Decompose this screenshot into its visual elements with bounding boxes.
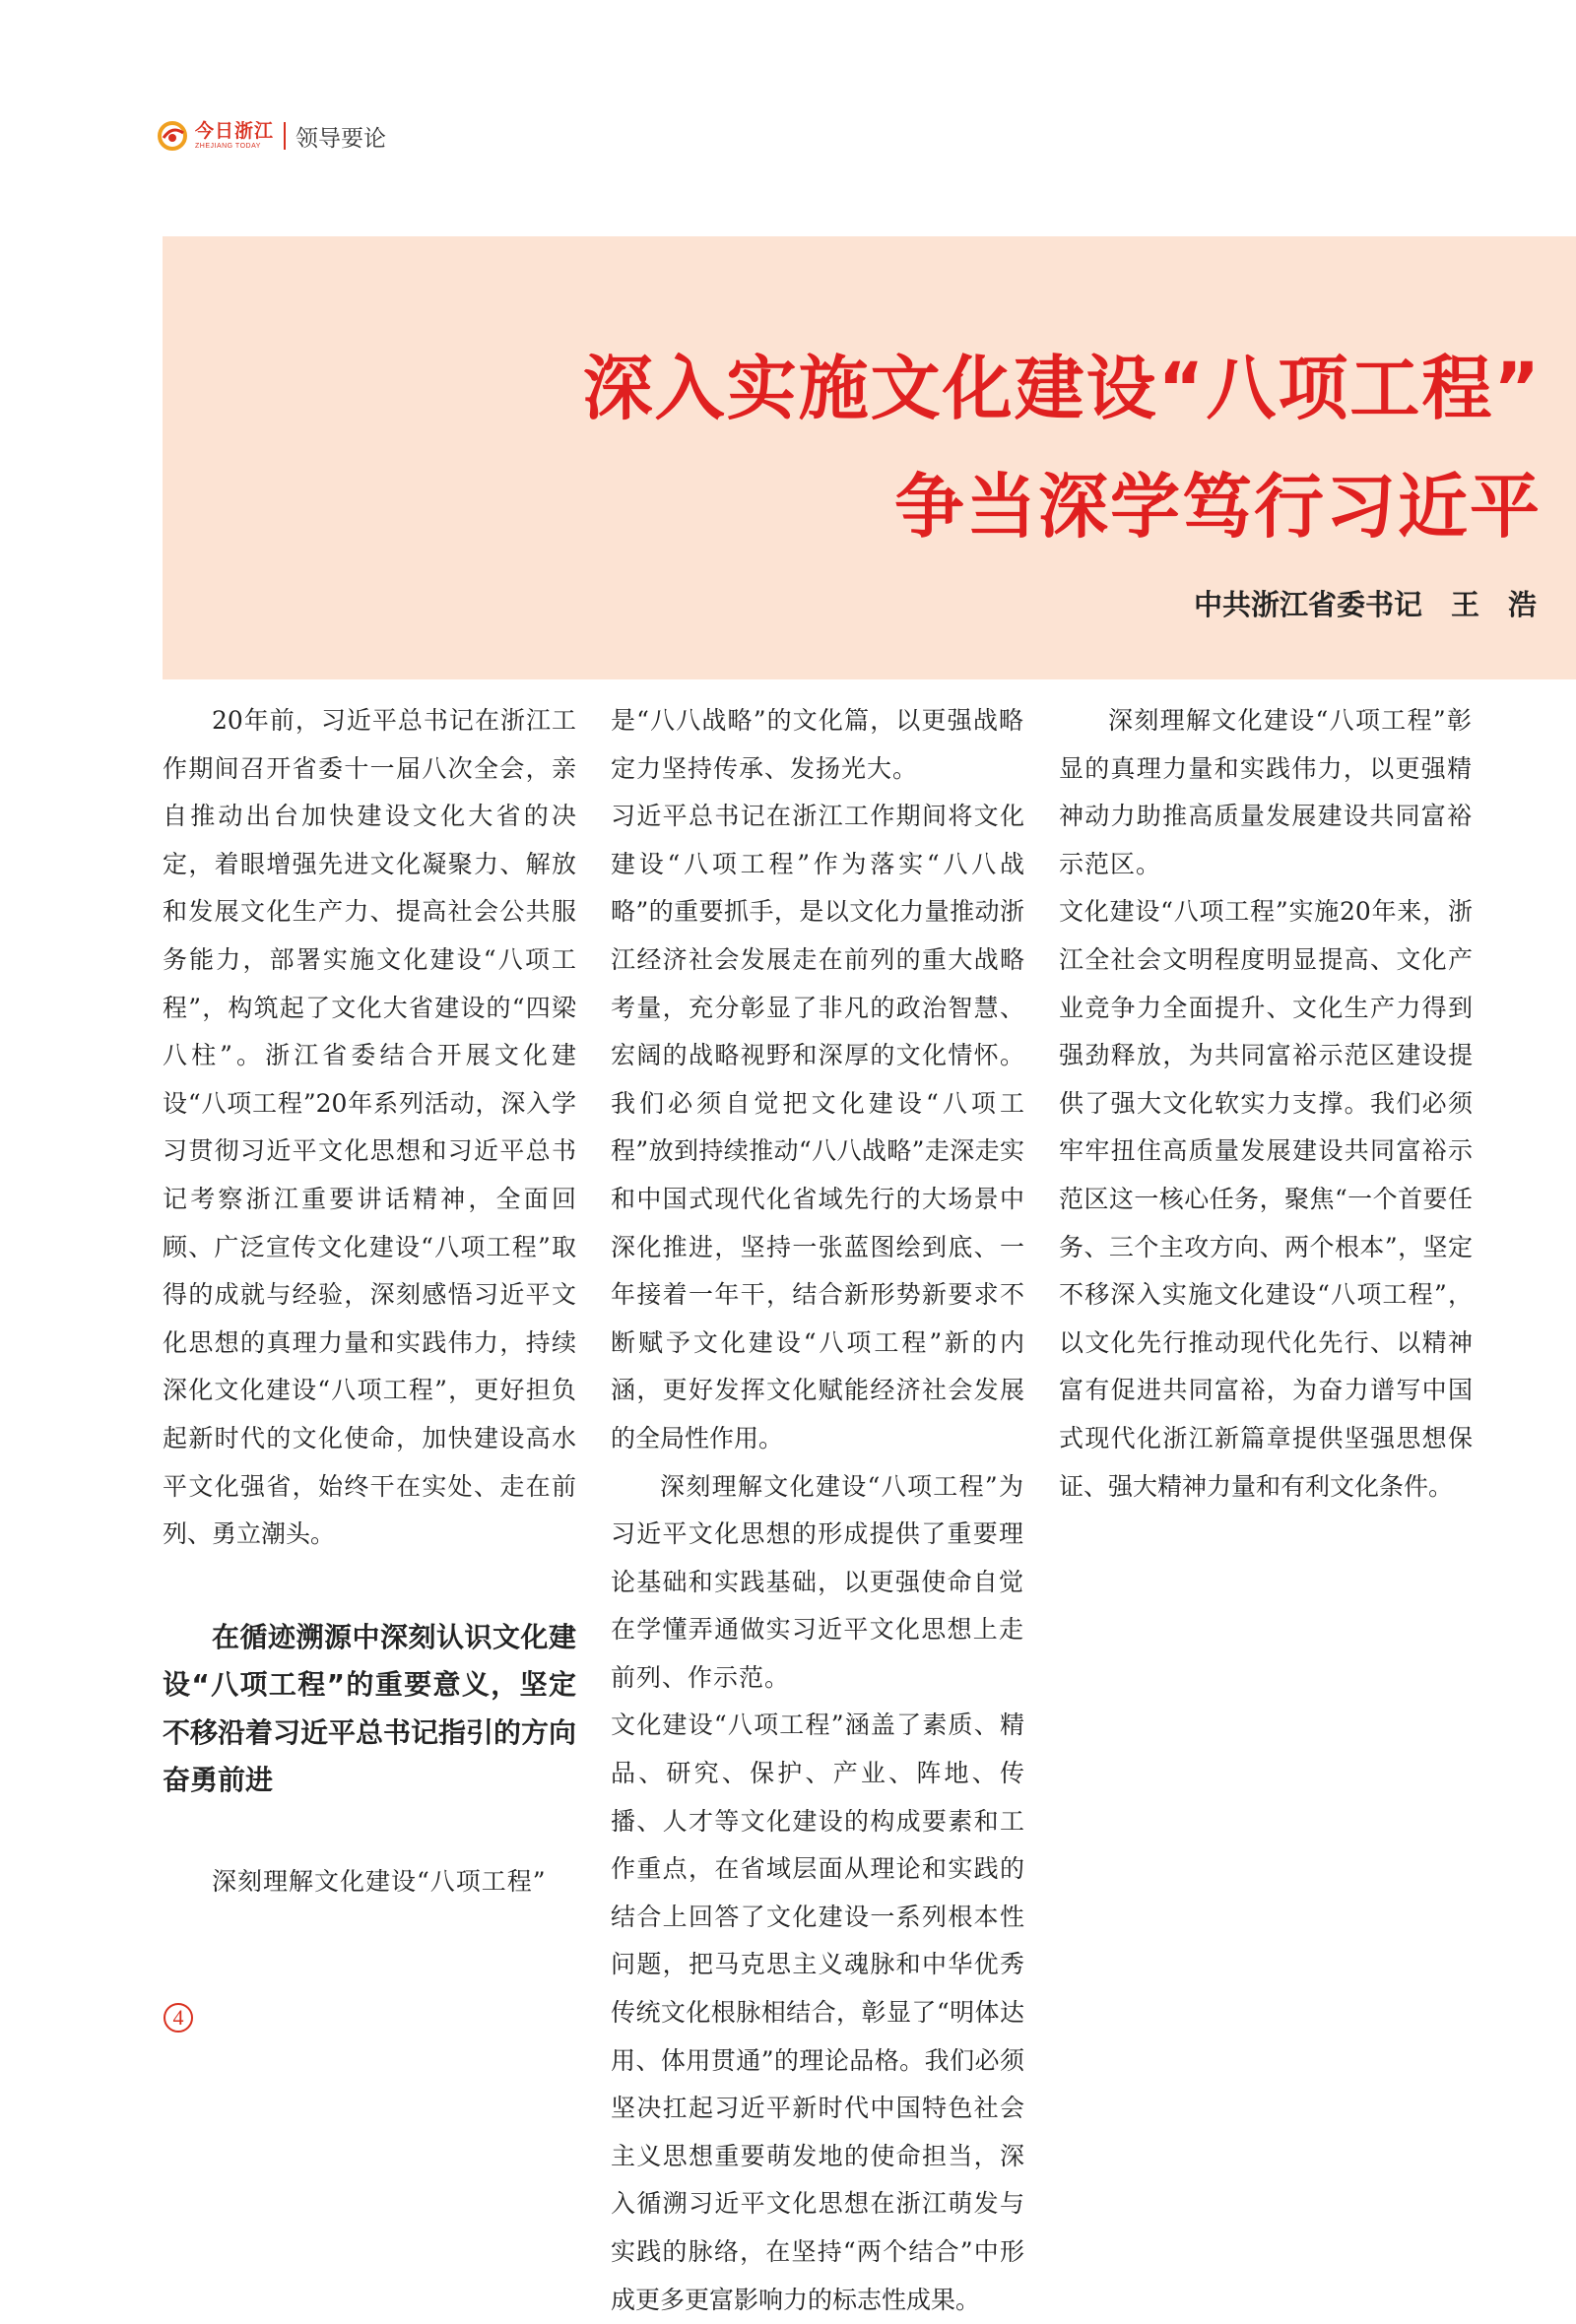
paragraph-2-lead: 深刻理解文化建设“八项工程” <box>212 1867 547 1897</box>
logo-name: 今日浙江 <box>195 120 275 142</box>
column-3 <box>1059 697 1473 1511</box>
column-1 <box>163 697 576 1906</box>
page-header <box>158 116 386 156</box>
paragraph-3-lead: 深刻理解文化建设“八项工程”为习近平文化思想的形成提供了重要理论基础和实践基础，以更强使命自觉在学懂弄通做实习近平文化思想上走前列、作示范。 <box>611 1471 1024 1692</box>
header-divider <box>284 122 286 150</box>
paragraph-4: 文化建设“八项工程”实施20年来，浙江全社会文明程度明显提高、文化产业竞争力全面提升、文化生产力得到强劲释放，为共同富裕示范区建设提供了强大文化软实力支撑。我们必须牢牢扭住高质量发展建设共同富裕示范区这一核心任务，聚焦“一个首要任务、三个主攻方向、两个根本”，坚定不移深入实施文化建设“八项工程”，以文化先行推动现代化先行、以精神富有促进共同富裕，为奋力谱写中国式现代化浙江新篇章提供坚强思想保证、强大精神力量和有利文化条件。 <box>1059 897 1473 1501</box>
article-title-line-1: 深入实施文化建设“八项工程” <box>582 348 1542 429</box>
magazine-logo <box>195 122 274 150</box>
title-banner <box>163 236 1576 679</box>
paragraph-intro: 20年前，习近平总书记在浙江工作期间召开省委十一届八次全会，亲自推动出台加快建设文化大省的决定，着眼增强先进文化凝聚力、解放和发展文化生产力、提高社会公共服务能力，部署实施文化建设“八项工程”，构筑起了文化大省建设的“四梁八柱”。浙江省委结合开展文化建设“八项工程”20年系列活动，深入学习贯彻习近平文化思想和习近平总书记考察浙江重要讲话精神，全面回顾、广泛宣传文化建设“八项工程”取得的成就与经验，深刻感悟习近平文化思想的真理力量和实践伟力，持续深化文化建设“八项工程”，更好担负起新时代的文化使命，加快建设高水平文化强省，始终干在实处、走在前列、勇立潮头。 <box>163 706 576 1549</box>
paragraph-2: 习近平总书记在浙江工作期间将文化建设“八项工程”作为落实“八八战略”的重要抓手，是以文化力量推动浙江经济社会发展走在前列的重大战略考量，充分彰显了非凡的政治智慧、宏阔的战略视野和深厚的文化情怀。我们必须自觉把文化建设“八项工程”放到持续推动“八八战略”走深走实和中国式现代化省域先行的大场景中深化推进，坚持一张蓝图绘到底、一年接着一年干，结合新形势新要求不断赋予文化建设“八项工程”新的内涵，更好发挥文化赋能经济社会发展的全局性作用。 <box>611 802 1024 1452</box>
logo-icon <box>158 121 187 151</box>
section-subheading: 在循迹溯源中深刻认识文化建设“八项工程”的重要意义，坚定不移沿着习近平总书记指引的方向奋勇前进 <box>163 1620 577 1797</box>
paragraph-4-lead: 深刻理解文化建设“八项工程”彰显的真理力量和实践伟力，以更强精神动力助推高质量发展建设共同富裕示范区。 <box>1059 706 1473 878</box>
logo-english: ZHEJIANG TODAY <box>195 143 261 150</box>
paragraph-2-lead-cont: 是“八八战略”的文化篇，以更强战略定力坚持传承、发扬光大。 <box>611 706 1024 783</box>
paragraph-3: 文化建设“八项工程”涵盖了素质、精品、研究、保护、产业、阵地、传播、人才等文化建设的构成要素和工作重点，在省域层面从理论和实践的结合上回答了文化建设一系列根本性问题，把马克思主义魂脉和中华优秀传统文化根脉相结合，彰显了“明体达用、体用贯通”的理论品格。我们必须坚决扛起习近平新时代中国特色社会主义思想重要萌发地的使命担当，深入循溯习近平文化思想在浙江萌发与实践的脉络，在坚持“两个结合”中形成更多更富影响力的标志性成果。 <box>611 1711 1024 2314</box>
article-author: 中共浙江省委书记 王 浩 <box>1193 588 1537 621</box>
article-title-line-2: 争当深学笃行习近平 <box>893 466 1542 548</box>
page-number: 4 <box>164 2003 193 2033</box>
section-label: 领导要论 <box>296 125 387 152</box>
column-2 <box>611 697 1024 2324</box>
